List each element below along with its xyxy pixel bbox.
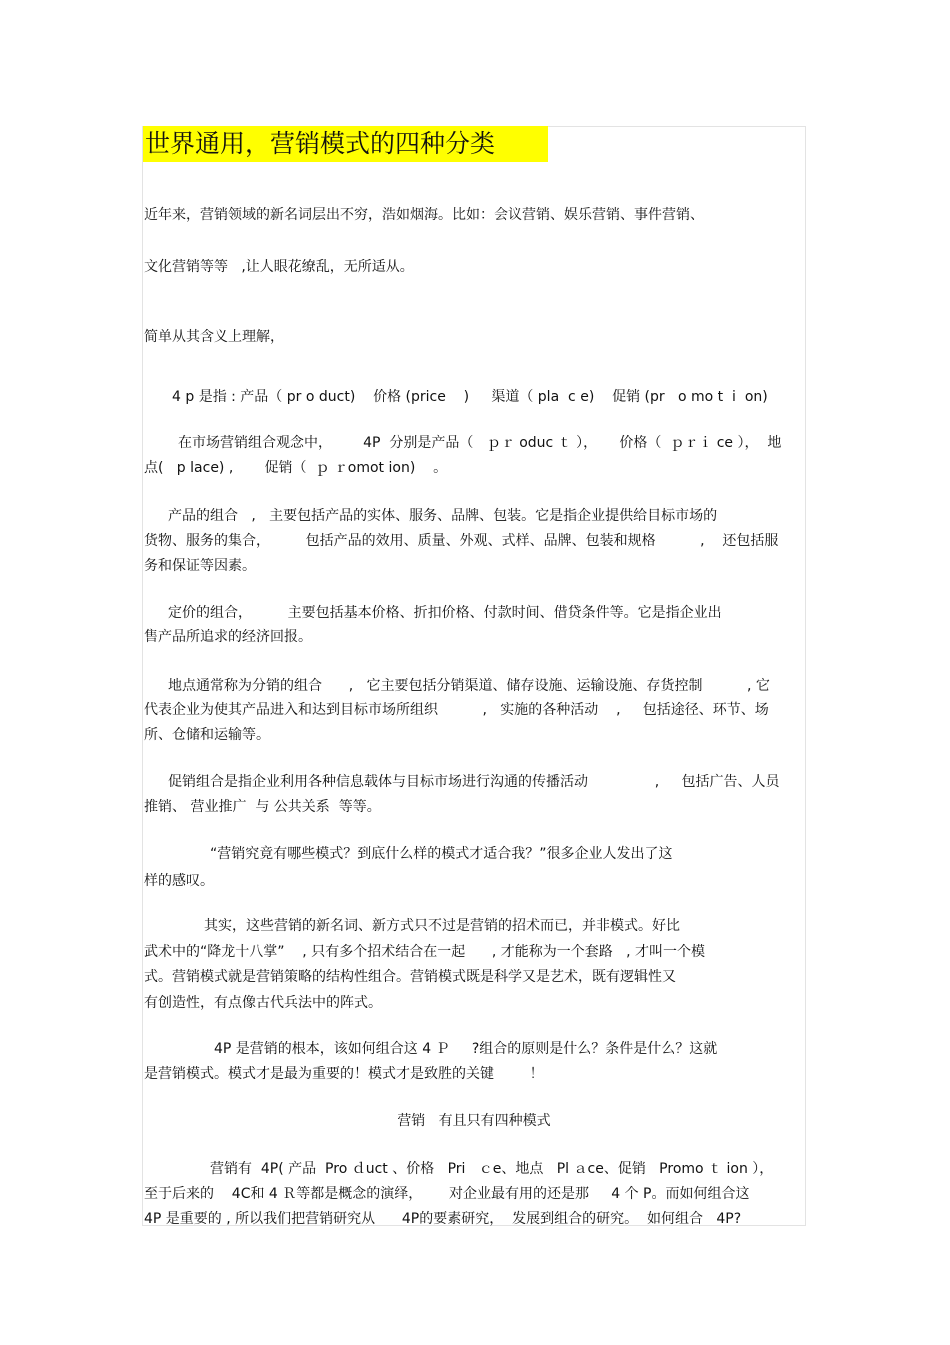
paragraph-four-modes-line-1: 营销有 4P( 产品 Pro ｄuct 、价格 Pri ｃe、地点 Pl ａce、促销 Promo ｔ ion ）， [210, 1161, 774, 1177]
paragraph-price-line-2: 售产品所追求的经济回报。 [144, 629, 312, 645]
paragraph-simple: 简单从其含义上理解， [144, 329, 284, 345]
paragraph-4p-definition: 4 p 是指 : 产品（ pr o duct) 价格 (price ) 渠道（ pla c e) 促销 (pr o mo t i on) [172, 389, 768, 405]
paragraph-product-line-1: 产品的组合 , 主要包括产品的实体、服务、品牌、包装。它是指企业提供给目标市场的 [168, 508, 718, 524]
page-frame [142, 126, 806, 1226]
paragraph-reality-line-2: 武术中的“降龙十八掌” , 只有多个招术结合在一起 , 才能称为一个套路 , 才叫一个模 [144, 944, 706, 960]
paragraph-question-line-1: “营销究竟有哪些模式？到底什么样的模式才适合我？”很多企业人发出了这 [210, 846, 673, 862]
paragraph-reality-line-1: 其实，这些营销的新名词、新方式只不过是营销的招术而已，并非模式。好比 [204, 918, 680, 934]
paragraph-reality-line-4: 有创造性，有点像古代兵法中的阵式。 [144, 995, 382, 1011]
paragraph-place-line-3: 所、仓储和运输等。 [144, 727, 270, 743]
paragraph-reality-line-3: 式。营销模式就是营销策略的结构性组合。营销模式既是科学又是艺术，既有逻辑性又 [144, 969, 676, 985]
paragraph-4p-root-line-2: 是营销模式。模式才是最为重要的！模式才是致胜的关键 ！ [144, 1066, 544, 1082]
paragraph-product-line-3: 务和保证等因素。 [144, 558, 256, 574]
paragraph-marketing-combo-line-1: 在市场营销组合观念中， 4P 分别是产品（ ｐｒ oduc ｔ ）， 价格（ ｐｒｉ ce ）， 地 [178, 435, 782, 451]
paragraph-place-line-2: 代表企业为使其产品进入和达到目标市场所组织 , 实施的各种活动 , 包括途径、环节、场 [144, 702, 769, 718]
paragraph-4p-root-line-1: 4P 是营销的根本，该如何组合这 4 Ｐ ?组合的原则是什么？条件是什么？这就 [214, 1041, 718, 1057]
paragraph-promotion-line-2: 推销、 营业推广 与 公共关系 等等。 [144, 799, 381, 815]
paragraph-intro-line-1: 近年来，营销领域的新名词层出不穷，浩如烟海。比如：会议营销、娱乐营销、事件营销、 [144, 207, 704, 223]
paragraph-question-line-2: 样的感叹。 [144, 873, 214, 889]
paragraph-place-line-1: 地点通常称为分销的组合 , 它主要包括分销渠道、储存设施、运输设施、存货控制 , 它 [168, 678, 770, 694]
paragraph-four-modes-line-2: 至于后来的 4C和 4 Ｒ等都是概念的演绎， 对企业最有用的还是那 4 个 P。而如何组合这 [144, 1186, 750, 1202]
paragraph-price-line-1: 定价的组合， 主要包括基本价格、折扣价格、付款时间、借贷条件等。它是指企业出 [168, 605, 722, 621]
paragraph-product-line-2: 货物、服务的集合， 包括产品的效用、质量、外观、式样、品牌、包装和规格 , 还包括服 [144, 533, 779, 549]
page-title: 世界通用，营销模式的四种分类 [143, 126, 548, 162]
paragraph-promotion-line-1: 促销组合是指企业利用各种信息载体与目标市场进行沟通的传播活动 , 包括广告、人员 [168, 774, 780, 790]
section-heading: 营销 有且只有四种模式 [397, 1113, 551, 1129]
paragraph-intro-line-2: 文化营销等等 ,让人眼花缭乱，无所适从。 [144, 259, 414, 275]
paragraph-four-modes-line-3: 4P 是重要的 , 所以我们把营销研究从 4P的要素研究， 发展到组合的研究。 如何组合 4P? [144, 1211, 742, 1227]
paragraph-marketing-combo-line-2: 点( p lace) , 促销（ ｐ ｒomot ion) 。 [144, 460, 448, 476]
